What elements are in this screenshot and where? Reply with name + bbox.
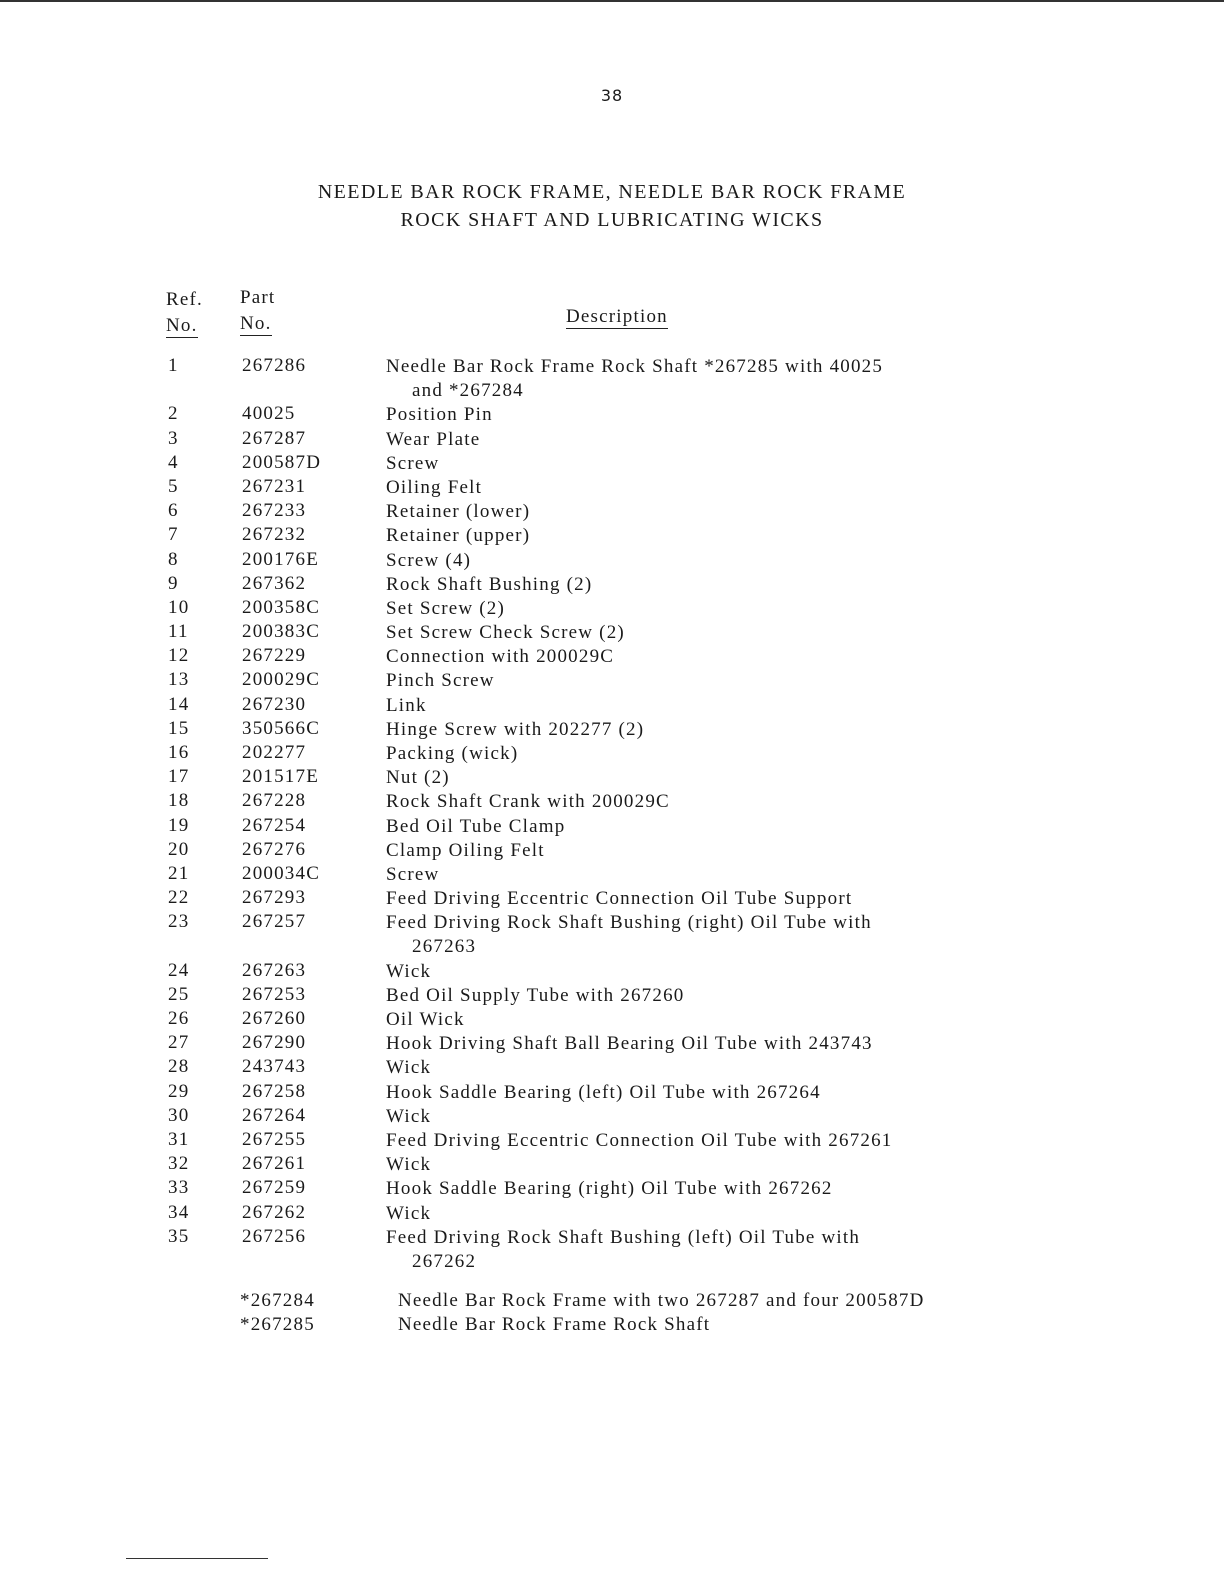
description-continuation: 267262: [412, 1250, 477, 1272]
description-continuation: 267263: [412, 936, 477, 958]
part-description: [386, 476, 1126, 500]
part-description: [386, 524, 1126, 548]
ref-number: 21: [168, 862, 190, 884]
ref-number: 26: [168, 1008, 190, 1030]
description-text: Hinge Screw with 202277 (2): [386, 718, 645, 740]
table-row: [0, 573, 1224, 597]
description-text: Needle Bar Rock Frame Rock Shaft *267285 with 40025: [386, 356, 884, 377]
part-header-line-1: Part: [240, 287, 276, 308]
ref-number: 9: [168, 572, 179, 594]
table-row: [0, 403, 1224, 427]
ref-no-header: [166, 287, 203, 339]
part-description: [386, 403, 1126, 427]
part-number: 267256: [242, 1225, 307, 1247]
description-text: Hook Driving Shaft Ball Bearing Oil Tube with 243743: [386, 1033, 873, 1055]
description-text: Screw: [386, 452, 440, 474]
table-row: [0, 863, 1224, 887]
ref-number: 2: [168, 403, 179, 425]
part-description: [386, 669, 1126, 693]
table-row: [0, 694, 1224, 718]
part-description: [386, 1202, 1126, 1226]
part-number: 267261: [242, 1153, 307, 1175]
part-description: [386, 500, 1126, 524]
ref-number: 5: [168, 475, 179, 497]
description-text: Wick: [386, 960, 432, 982]
ref-number: 34: [168, 1201, 190, 1223]
ref-number: 10: [168, 596, 190, 618]
table-row: [0, 911, 1224, 959]
ref-number: 33: [168, 1177, 190, 1199]
table-row: [0, 790, 1224, 814]
title-line-1: NEEDLE BAR ROCK FRAME, NEEDLE BAR ROCK FRAME: [317, 181, 907, 203]
ref-number: 13: [168, 669, 190, 691]
part-description: [386, 766, 1126, 790]
description-text: Clamp Oiling Felt: [386, 839, 545, 861]
page-title: [0, 178, 1224, 234]
table-row: [0, 766, 1224, 790]
description-text: Hook Saddle Bearing (left) Oil Tube with 267264: [386, 1081, 821, 1103]
description-text: Packing (wick): [386, 743, 519, 765]
part-description: [386, 742, 1126, 766]
part-description: [386, 573, 1126, 597]
table-row: [0, 1008, 1224, 1032]
description-text: Wick: [386, 1057, 432, 1079]
part-number: 202277: [242, 742, 307, 764]
top-edge-rule: [0, 0, 1224, 2]
ref-number: 4: [168, 451, 179, 473]
part-number: 350566C: [242, 717, 321, 739]
bottom-rule: [126, 1558, 268, 1559]
part-number: 267263: [242, 959, 307, 981]
part-description: [386, 452, 1126, 476]
part-description: [386, 1081, 1126, 1105]
parts-list: [0, 355, 1224, 1274]
ref-number: 1: [168, 355, 179, 376]
part-number: 267286: [242, 355, 307, 376]
part-description: [386, 790, 1126, 814]
ref-number: 35: [168, 1225, 190, 1247]
part-number: 267293: [242, 887, 307, 909]
ref-number: 32: [168, 1153, 190, 1175]
part-description: [386, 1129, 1126, 1153]
part-number: 267362: [242, 572, 307, 594]
part-number: 267230: [242, 693, 307, 715]
part-number: 267276: [242, 838, 307, 860]
part-number: 267290: [242, 1032, 307, 1054]
part-description: [386, 597, 1126, 621]
footnote-row: [0, 1314, 1224, 1338]
part-description: [386, 911, 1126, 959]
table-row: [0, 500, 1224, 524]
description-continuation: and *267284: [412, 380, 524, 401]
ref-number: 7: [168, 524, 179, 546]
part-number: 267255: [242, 1129, 307, 1151]
table-row: [0, 742, 1224, 766]
description-text: Nut (2): [386, 767, 450, 789]
table-row: [0, 645, 1224, 669]
part-number: 267233: [242, 500, 307, 522]
description-text: Oil Wick: [386, 1009, 465, 1031]
description-text: Feed Driving Eccentric Connection Oil Tube Support: [386, 888, 853, 910]
part-number: 267287: [242, 427, 307, 449]
table-row: [0, 1177, 1224, 1201]
ref-header-line-2: No.: [166, 315, 198, 336]
part-description: [386, 1056, 1126, 1080]
part-number: 267258: [242, 1080, 307, 1102]
table-row: [0, 1105, 1224, 1129]
description-text: Rock Shaft Bushing (2): [386, 573, 593, 595]
ref-number: 19: [168, 814, 190, 836]
part-number: 40025: [242, 403, 296, 425]
table-row: [0, 960, 1224, 984]
ref-number: 30: [168, 1104, 190, 1126]
ref-number: 3: [168, 427, 179, 449]
ref-number: 8: [168, 548, 179, 570]
ref-number: 14: [168, 693, 190, 715]
ref-number: 24: [168, 959, 190, 981]
part-number: 200358C: [242, 596, 321, 618]
table-row: [0, 984, 1224, 1008]
part-description: [386, 815, 1126, 839]
ref-number: 25: [168, 983, 190, 1005]
footnotes-list: [0, 1290, 1224, 1338]
description-text: Wick: [386, 1202, 432, 1224]
footnote-part-number: *267285: [240, 1314, 315, 1336]
description-header-label: Description: [566, 306, 668, 327]
ref-number: 20: [168, 838, 190, 860]
part-number: 267260: [242, 1008, 307, 1030]
description-text: Wick: [386, 1105, 432, 1127]
part-description: [386, 549, 1126, 573]
part-number: 267264: [242, 1104, 307, 1126]
table-row: [0, 524, 1224, 548]
part-number: 267228: [242, 790, 307, 812]
table-row: [0, 452, 1224, 476]
ref-number: 16: [168, 742, 190, 764]
table-row: [0, 621, 1224, 645]
ref-number: 18: [168, 790, 190, 812]
part-description: [386, 1008, 1126, 1032]
description-text: Hook Saddle Bearing (right) Oil Tube with 267262: [386, 1178, 833, 1200]
table-row: [0, 1056, 1224, 1080]
part-description: [386, 428, 1126, 452]
table-row: [0, 355, 1224, 403]
ref-number: 23: [168, 911, 190, 933]
footnote-row: [0, 1290, 1224, 1314]
part-number: 267262: [242, 1201, 307, 1223]
part-description: [386, 718, 1126, 742]
ref-number: 31: [168, 1129, 190, 1151]
page-number: 38: [600, 86, 624, 105]
footnote-part-number: *267284: [240, 1290, 315, 1311]
table-row: [0, 839, 1224, 863]
part-description: [386, 1153, 1126, 1177]
ref-number: 29: [168, 1080, 190, 1102]
table-row: [0, 887, 1224, 911]
part-number: 267232: [242, 524, 307, 546]
ref-header-line-1: Ref.: [166, 289, 203, 310]
ref-number: 11: [168, 621, 189, 643]
table-row: [0, 1153, 1224, 1177]
part-description: [386, 887, 1126, 911]
description-text: Wear Plate: [386, 428, 481, 450]
part-number: 243743: [242, 1056, 307, 1078]
ref-number: 6: [168, 500, 179, 522]
description-text: Pinch Screw: [386, 670, 495, 692]
description-text: Link: [386, 694, 427, 716]
table-row: [0, 549, 1224, 573]
table-row: [0, 476, 1224, 500]
part-description: [386, 355, 1126, 403]
description-text: Wick: [386, 1154, 432, 1176]
part-number: 267231: [242, 475, 307, 497]
description-text: Connection with 200029C: [386, 646, 615, 668]
part-description: [386, 1032, 1126, 1056]
description-text: Feed Driving Eccentric Connection Oil Tube with 267261: [386, 1130, 893, 1152]
ref-number: 27: [168, 1032, 190, 1054]
part-description: [386, 645, 1126, 669]
part-description: [386, 960, 1126, 984]
part-number: 267254: [242, 814, 307, 836]
part-number: 200029C: [242, 669, 321, 691]
footnote-description: Needle Bar Rock Frame with two 267287 and four 200587D: [398, 1290, 925, 1311]
table-row: [0, 1129, 1224, 1153]
table-row: [0, 428, 1224, 452]
table-row: [0, 669, 1224, 693]
description-text: Position Pin: [386, 404, 493, 426]
part-number: 201517E: [242, 766, 320, 788]
ref-number: 17: [168, 766, 190, 788]
description-header: [566, 304, 668, 330]
description-text: Feed Driving Rock Shaft Bushing (right) Oil Tube with: [386, 912, 872, 934]
part-number: 267259: [242, 1177, 307, 1199]
description-text: Bed Oil Supply Tube with 267260: [386, 984, 685, 1006]
part-description: [386, 1226, 1126, 1274]
table-row: [0, 815, 1224, 839]
table-row: [0, 718, 1224, 742]
footnote-description: Needle Bar Rock Frame Rock Shaft: [398, 1314, 711, 1336]
part-description: [386, 694, 1126, 718]
description-text: Set Screw (2): [386, 597, 506, 619]
description-text: Rock Shaft Crank with 200029C: [386, 791, 670, 813]
part-description: [386, 839, 1126, 863]
part-number: 200034C: [242, 862, 321, 884]
table-row: [0, 1081, 1224, 1105]
part-description: [386, 621, 1126, 645]
description-text: Screw (4): [386, 549, 472, 571]
table-row: [0, 1032, 1224, 1056]
part-number: 200383C: [242, 621, 321, 643]
part-number: 267253: [242, 983, 307, 1005]
description-text: Bed Oil Tube Clamp: [386, 815, 566, 837]
ref-number: 15: [168, 717, 190, 739]
table-row: [0, 1202, 1224, 1226]
part-description: [386, 1177, 1126, 1201]
description-text: Oiling Felt: [386, 476, 483, 498]
ref-number: 22: [168, 887, 190, 909]
part-header-line-2: No.: [240, 313, 272, 334]
part-description: [386, 1105, 1126, 1129]
description-text: Screw: [386, 863, 440, 885]
table-row: [0, 597, 1224, 621]
part-number: 200587D: [242, 451, 322, 473]
description-text: Retainer (lower): [386, 501, 531, 523]
part-number: 267229: [242, 645, 307, 667]
table-row: [0, 1226, 1224, 1274]
ref-number: 12: [168, 645, 190, 667]
part-number: 267257: [242, 911, 307, 933]
description-text: Set Screw Check Screw (2): [386, 622, 625, 644]
description-text: Feed Driving Rock Shaft Bushing (left) Oil Tube with: [386, 1226, 861, 1248]
part-number: 200176E: [242, 548, 320, 570]
title-line-2: ROCK SHAFT AND LUBRICATING WICKS: [400, 209, 824, 231]
ref-number: 28: [168, 1056, 190, 1078]
part-description: [386, 984, 1126, 1008]
description-text: Retainer (upper): [386, 525, 531, 547]
part-description: [386, 863, 1126, 887]
part-no-header: [240, 285, 275, 337]
